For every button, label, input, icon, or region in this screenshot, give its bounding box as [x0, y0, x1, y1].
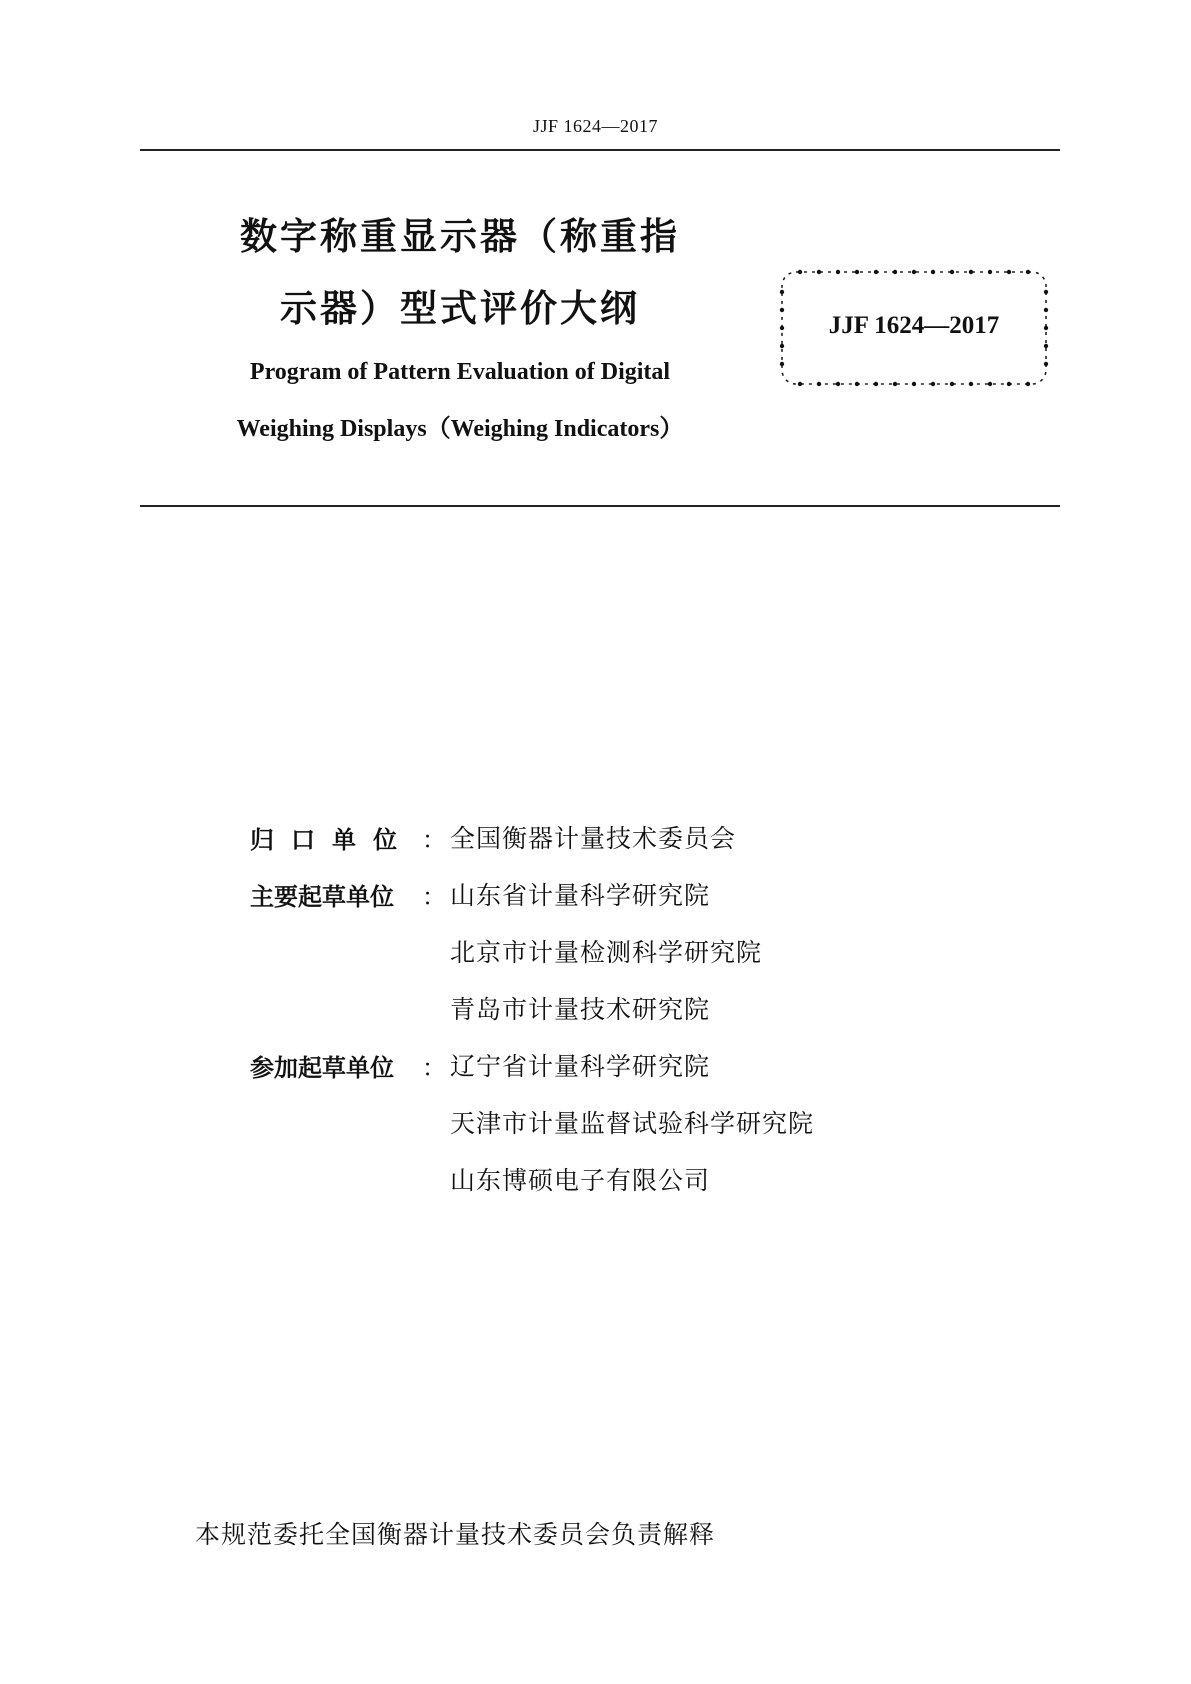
drafter-colon: ： [422, 883, 446, 911]
header-rule [140, 149, 1060, 151]
drafter-row-participating-unit [250, 1168, 1050, 1225]
drafter-row-participating-unit [250, 1054, 1050, 1111]
drafter-value: 辽宁省计量科学研究院 [450, 1052, 711, 1081]
header-standard-code: JJF 1624—2017 [532, 116, 659, 136]
drafter-value: 北京市计量检测科学研究院 [450, 938, 763, 967]
drafting-units [250, 826, 1050, 1225]
drafter-value: 山东博硕电子有限公司 [450, 1166, 711, 1195]
drafter-value: 天津市计量监督试验科学研究院 [450, 1109, 815, 1138]
footer-rule [140, 505, 1060, 507]
drafter-row-participating-unit [250, 1111, 1050, 1168]
drafter-value: 青岛市计量技术研究院 [450, 995, 711, 1024]
drafter-label: 归口单位 [250, 826, 414, 854]
drafter-row-main-drafting-unit [250, 883, 1050, 940]
drafter-row-main-drafting-unit [250, 940, 1050, 997]
drafter-colon: ： [422, 1054, 446, 1082]
title-zh-line-2: 示器）型式评价大纲 [280, 287, 640, 330]
drafter-label: 主要起草单位 [250, 883, 394, 911]
drafter-value: 山东省计量科学研究院 [450, 881, 711, 910]
standard-code-box [778, 268, 1050, 388]
drafter-value: 全国衡器计量技术委员会 [450, 824, 737, 853]
drafter-row-main-drafting-unit [250, 997, 1050, 1054]
standard-code-box-text: JJF 1624—2017 [828, 312, 1000, 339]
title-en-line-2: Weighing Displays（Weighing Indicators） [236, 416, 684, 442]
title-en-line-1: Program of Pattern Evaluation of Digital [249, 359, 671, 385]
drafter-colon: ： [422, 826, 446, 854]
title-zh-line-1: 数字称重显示器（称重指 [240, 215, 680, 258]
drafter-row-responsible-unit [250, 826, 1050, 883]
interpretation-note: 本规范委托全国衡器计量技术委员会负责解释 [195, 1520, 716, 1549]
drafter-label: 参加起草单位 [250, 1054, 394, 1082]
